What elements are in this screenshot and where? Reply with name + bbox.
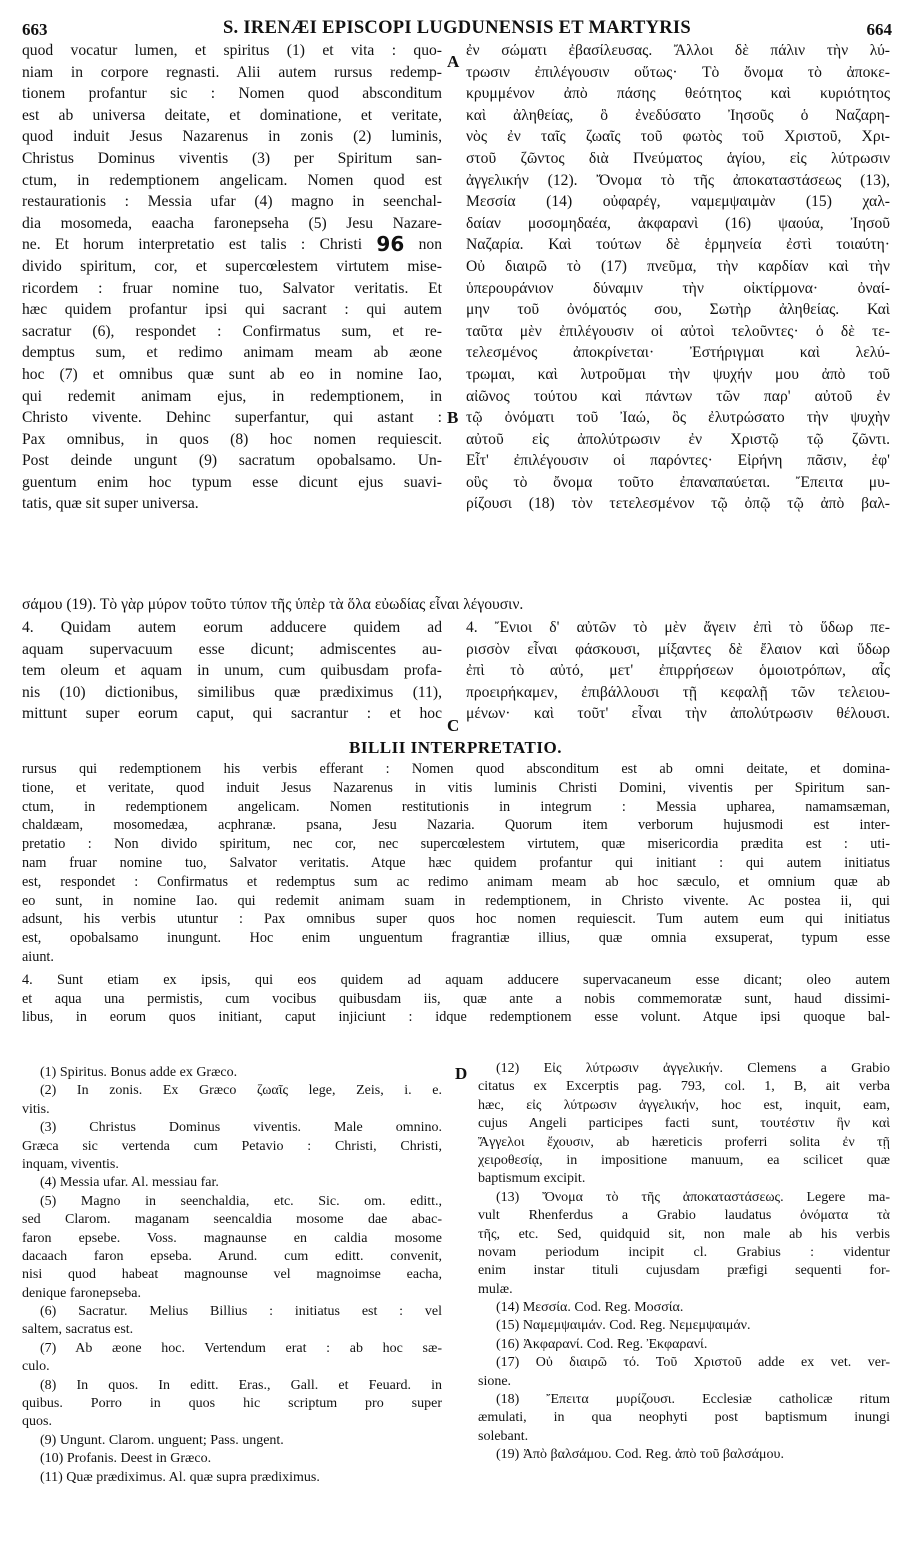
footnote-line: τῆς, etc. Sed, quidquid sit, non male ab his verbis [478, 1226, 890, 1242]
footnote-line: (6) Sacratur. Melius Billius : initiatus est : vel [40, 1304, 442, 1320]
text-line: κρυμμένον ἀπὸ πάσης θεότητος καὶ κυριότητος [466, 85, 890, 103]
greek-text-column [466, 40, 890, 515]
footnotes-right [478, 1060, 890, 1465]
footnote-line: (7) Ab æone hoc. Vertendum erat : ab hoc sæ- [40, 1340, 442, 1356]
text-line: hæc quidem profantur ipsi qui sacrant : qui autem [22, 301, 442, 319]
footnote-line: (16) Ἀκφαρανί. Cod. Reg. Ἐκφαρανί. [496, 1336, 708, 1352]
text-line: 4. Ἔνιοι δ' αὐτῶν τὸ μὲν ἄγειν ἐπὶ τὸ ὕδωρ πε- [466, 619, 890, 636]
footnote-line: saltem, sacratus est. [22, 1322, 134, 1338]
text-line: est, opobalsamo inungunt. Hoc enim unguentum fragrantiæ illius, quæ omnia exsuperat, typum esse [22, 930, 890, 947]
latin-paragraph-4 [22, 617, 442, 725]
text-line: pretatio : Non divido spiritum, nec cor, nec supercœlestem virtutem, quæ misericordia prædita est : uti- [22, 836, 890, 853]
footnote-line: culo. [22, 1359, 50, 1375]
text-line: nam fruar nomine tuo, Salvator veritatis. Atque hæc quidem profantur qui initiant : qui autem initiatus [22, 854, 890, 871]
footnote-line: faron epsebe. Voss. magnaunse en caldia mosome [22, 1230, 442, 1246]
text-line: καὶ ἀληθείας, ὃ ἐνεδύσατο Ἰησοῦς ὁ Ναζαρη- [466, 106, 890, 124]
text-line: tem oleum et aquam in unum, cum quibusdam profa- [22, 662, 442, 680]
footnote-line: vitis. [22, 1101, 50, 1117]
text-line: Εἶτ' ἐπιλέγουσιν οἱ παρόντες· Εἰρήνη πᾶσιν, ἐφ' [466, 452, 890, 470]
text-line: προειρήκαμεν, ἐπιβάλλουσι τῇ κεφαλῇ τῶν τελειου- [466, 683, 890, 701]
page-number-left: 663 [22, 20, 48, 39]
text-line: ctum, in redemptionem angelicam. Nomen quod est [22, 171, 442, 189]
footnote-line: citatus ex Excerptis pag. 793, col. 1, B, ait verba [478, 1079, 890, 1095]
text-line: στοῦ ζῶντος διὰ Πνεύματος ἁγίου, εἰς λύτρωσιν [466, 149, 890, 167]
text-line: τῷ ὀνόματι τοῦ Ἰαώ, ὃς ἐλυτρώσατο τὴν ψυχὴν [466, 409, 890, 427]
footnote-line: (15) Ναμεμψαιμάν. Cod. Reg. Νεμεμψαιμάν. [496, 1318, 751, 1334]
text-line: quod vocatur lumen, et spiritus (1) et vita : quo- [22, 42, 442, 59]
footnote-line: nisi quod habeat magnounse vel magnoimse eacha, [22, 1267, 442, 1283]
text-line [22, 234, 442, 256]
footnote-line: baptismum excipit. [478, 1171, 586, 1187]
text-line: 4. Quidam autem eorum adducere quidem ad [22, 619, 442, 636]
page-number-right: 664 [866, 20, 892, 39]
footnote-line: cujus Angeli participes facti sunt, τουτέστιν ἣν καὶ [478, 1116, 890, 1132]
text-line: chaldæam, mosomedæa, acphranæ. psana, Jesu Nazaria. Quorum item verborum hujusmodi est inter- [22, 817, 890, 834]
text-line: qui redemit animam ejus, in redemptionem, in [22, 387, 442, 405]
footnote-line: (10) Profanis. Deest in Græco. [40, 1451, 212, 1467]
footnote-line: (17) Οὐ διαιρῶ τό. Τοῦ Χριστοῦ adde ex vet. ver- [496, 1355, 890, 1371]
text-line: hoc (7) et omnibus quæ sunt ab eo in nomine Iao, [22, 365, 442, 383]
text-line: ἐπὶ τὸ αὐτό, μετ' ἐπιρρήσεων ὁμοιοτρόπων, αἷς [466, 662, 890, 680]
text-line: τελεσμένος ἀποκρίνεται· Ἐστήριγμαι καὶ λελύ- [466, 344, 890, 362]
text-line: μην τοῦ ὀνόματός σου, Σωτὴρ ἀληθείας. Καὶ [466, 301, 890, 319]
footnote-line: sed Clarom. maganam seencaldia mosome dae abac- [22, 1212, 442, 1228]
footnote-line: Græca sic vertenda cum Petavio : Christi, Christi, [22, 1138, 442, 1154]
text-line: Pax omnibus, in quos (8) hoc nomen requiescit. [22, 430, 442, 448]
text-line: guentum enim hoc typum esse dicunt ejus suavi- [22, 473, 442, 491]
text-line: 4. Sunt etiam ex ipsis, qui eos quidem ad aquam adducere supervacaneum esse dicant; oleo autem [22, 971, 890, 988]
footnote-line: enim instar tituli cujusdam præfigi sequenti for- [478, 1263, 890, 1279]
margin-marker-c: C [447, 716, 460, 735]
text-line: τρωσιν ἐπιλέγουσιν οὕτως· Τὸ ὄνομα τὸ ἀποκε- [466, 63, 890, 81]
page-title: S. IRENÆI EPISCOPI LUGDUNENSIS ET MARTYRIS [222, 18, 692, 38]
text-line: aiunt. [22, 948, 54, 965]
text-line: est, respondet : Confirmatus et redemptus sum ac redimo animam meam ab hoc sæculo, et omnium quæ ab [22, 873, 890, 890]
text-line: μένων· καὶ τοῦτ' εἶναι τὴν ἀπολύτρωσιν θέλουσι. [466, 705, 890, 723]
text-line: sacratur (6), respondet : Confirmatus sum, et re- [22, 322, 442, 340]
footnote-line: (2) In zonis. Ex Græco ζωαῖς lege, Zeis, i. e. [40, 1083, 442, 1099]
footnote-line: χειροθεσίᾳ, in impositione manuum, ea scilicet quæ [478, 1152, 890, 1168]
text-line: Post deinde ungunt (9) sacratum opobalsamo. Un- [22, 452, 442, 470]
text-span: ne. Et horum interpretatio est talis : Christi [22, 236, 363, 254]
text-line: demptus sum, et redimo animam meam ab æone [22, 344, 442, 362]
spanning-greek-line: σάμου (19). Τὸ γὰρ μύρον τοῦτο τύπον τῆς ὑπὲρ τὰ ὅλα εὐωδίας εἶναι λέγουσιν. [22, 596, 524, 613]
text-line: mittunt super eorum caput, qui sacrantur : et hoc [22, 705, 442, 723]
text-line: νὸς ἐν ταῖς ζωαῖς τοῦ φωτὸς τοῦ Χριστοῦ, Χρι- [466, 128, 890, 146]
billius-interpretation [22, 760, 890, 1027]
footnote-line: (1) Spiritus. Bonus adde ex Græco. [40, 1065, 238, 1080]
text-line: est ab universa deitate, et dominatione, et veritate, [22, 106, 442, 124]
text-line: οὓς τὸ ὄνομα τοῦτο ἐπαναπαύεται. Ἔπειτα μυ- [466, 473, 890, 491]
footnote-line: (14) Μεσσία. Cod. Reg. Μοσσία. [496, 1300, 684, 1316]
latin-text-column [22, 40, 442, 515]
text-line: tionem profantur sic : Nomen quod absconditum [22, 85, 442, 103]
section-heading: BILLII INTERPRETATIO. [349, 738, 562, 757]
footnote-line: (11) Quæ prædiximus. Al. quæ supra prædiximus. [40, 1469, 320, 1485]
text-line: divido spiritum, cor, et supercœlestem virtutem mise- [22, 257, 442, 275]
margin-marker-b: B [447, 408, 459, 427]
text-line: ρισσὸν εἶναι φάσκουσι, μίξαντες δὲ ἔλαιον καὶ ὕδωρ [466, 640, 890, 658]
footnote-line: (9) Ungunt. Clarom. unguent; Pass. ungent. [40, 1432, 284, 1448]
text-line: Christo vivente. Dehinc superfantur, qui astant : [22, 409, 442, 427]
margin-marker-a: A [447, 52, 460, 71]
footnote-line: (5) Magno in seenchaldia, etc. Sic. om. editt., [40, 1193, 442, 1209]
text-line: tione, et veritate, quod induit Jesus Nazarenus in vitis luminis Christi Domini, viventis per Spiritum san- [22, 779, 890, 796]
text-line: ἐν σώματι ἐβασίλευσας. Ἄλλοι δὲ πάλιν τὴν λύ- [466, 42, 890, 59]
text-line: αἰῶνος τούτου καὶ πάντων τῶν παρ' αὐτοῦ ἐν [466, 387, 890, 405]
footnote-line: Ἄγγελοι ἔχουσιν, ab hæreticis proferri solita ἐν τῇ [478, 1134, 890, 1150]
footnote-line: (3) Christus Dominus viventis. Male omnino. [40, 1120, 442, 1136]
footnote-line: (13) Ὄνομα τὸ τῆς ἀποκαταστάσεως. Legere ma- [496, 1189, 890, 1205]
text-line: τρωμαι, καὶ λυτροῦμαι τὴν ψυχήν μου ἀπὸ τοῦ [466, 365, 890, 383]
margin-marker-d: D [455, 1064, 468, 1083]
text-line: aquam supervacuum esse dicunt; admiscentes au- [22, 640, 442, 658]
text-line: quod induit Jesus Nazarenus in zonis (2) luminis, [22, 128, 442, 146]
text-line: niam in corpore regnasti. Alii autem rursus redemp- [22, 63, 442, 81]
footnote-line: (18) Ἔπειτα μυρίζουσι. Ecclesiæ catholicæ ritum [496, 1392, 890, 1408]
text-line: Christus Dominus viventis (3) per Spiritum san- [22, 149, 442, 167]
footnote-line: (12) Εἰς λύτρωσιν ἀγγελικήν. Clemens a Grabio [496, 1061, 890, 1076]
text-line: αὐτοῦ εἰς ἀπολύτρωσιν ἐν Χριστῷ τῷ ζῶντι. [466, 430, 890, 448]
footnote-line: (8) In quos. In editt. Eras., Gall. et Feuard. in [40, 1377, 442, 1393]
text-line: ρίζουσι (18) τὸν τετελεσμένον τῷ ὀπῷ τῷ ἀπὸ βαλ- [466, 495, 890, 513]
text-line: eo sunt, in nomine Iao. qui redemit animam suam in redemptionem, in Christo vivente. Ac postea ii, qui [22, 892, 890, 909]
text-line: libus, in eorum quos initiant, caput injiciunt : idque redemptionem esse volunt. Atque ipsi quoque bal- [22, 1009, 890, 1026]
footnote-line: mulæ. [478, 1281, 513, 1297]
footnotes-left [22, 1064, 442, 1487]
footnote-line: denique faronepseba. [22, 1285, 141, 1301]
text-line: dia mosomeda, eaacha faronepseha (5) Jesu Nazare- [22, 214, 442, 232]
text-line: ctum, in redemptionem angelicam. Nomen restitutionis in integrum : Messia upharea, namamsæman, [22, 798, 890, 815]
text-line: δαίαν μοσομηδαέα, ἀκφαρανὶ (16) ψαούα, Ἰησοῦ [466, 214, 890, 232]
footnote-line: sione. [478, 1373, 512, 1389]
footnote-line: æmulati, in qua neophyti post baptismum inungi [478, 1410, 890, 1426]
text-line: Ναζαρία. Καὶ τούτων δὲ ἑρμηνεία ἐστὶ τοιαύτη· [466, 236, 890, 254]
text-line: Μεσσία (14) οὐφαρέγ, ναμεμψαιμὰν (15) χαλ- [466, 193, 890, 211]
text-line: ἀγγελικήν (12). Ὄνομα τὸ τῆς ἀποκαταστάσεως (13), [466, 171, 890, 189]
footnote-line: vult Rhenferdus a Grabio laudatus ὀνόματα τὰ [478, 1208, 890, 1224]
footnote-line: quibus. Porro in quos hic scriptum pro super [22, 1396, 442, 1412]
footnote-line: quos. [22, 1414, 52, 1430]
text-line: ricordem : fruar nomine tuo, Salvator veritatis. Et [22, 279, 442, 297]
text-line: ταῦτα μὲν ἐπιλέγουσιν οἱ αὐτοὶ τελοῦντες· ὁ δὲ τε- [466, 322, 890, 340]
footnote-line: (19) Ἀπὸ βαλσάμου. Cod. Reg. ἀπὸ τοῦ βαλσάμου. [496, 1447, 784, 1463]
footnote-line: dacaach faron epseba. Arund. cum editt. convenit, [22, 1248, 442, 1264]
footnote-line: solebant. [478, 1428, 529, 1444]
text-line: et aqua una permistis, cum vocibus quibusdam iis, quæ ante a nobis commemoratæ sunt, haud dissimi- [22, 990, 890, 1007]
text-line: tatis, quæ sit super universa. [22, 495, 199, 513]
inline-page-number: 96 [376, 234, 405, 256]
footnote-line: hæc, εἰς λύτρωσιν ἀγγελικήν, hoc est, inquit, eam, [478, 1097, 890, 1113]
footnote-line: inquam, viventis. [22, 1156, 119, 1172]
text-line: adsunt, his verbis utuntur : Pax omnibus super quos hoc nomen requiescit. Tum autem eum qui initiatus [22, 911, 890, 928]
text-line: ὑπερουράνιον δύναμιν τὴν οἰκτίρμονα· ὀναί- [466, 279, 890, 297]
text-line: nis (10) dictionibus, similibus quæ prædiximus (11), [22, 683, 442, 701]
footnote-line: (4) Messia ufar. Al. messiau far. [40, 1175, 219, 1191]
text-span: non [418, 236, 442, 254]
greek-paragraph-4 [466, 617, 890, 725]
footnote-line: novam periodum incipit cl. Grabius : videntur [478, 1244, 890, 1260]
text-line: rursus qui redemptionem his verbis efferant : Nomen quod absconditum est ab omni deitate, et domina- [22, 761, 890, 777]
text-line: restaurationis : Messia ufar (4) magno in seenchal- [22, 193, 442, 211]
text-line: Οὐ διαιρῶ τὸ (17) πνεῦμα, τὴν καρδίαν καὶ τὴν [466, 257, 890, 275]
